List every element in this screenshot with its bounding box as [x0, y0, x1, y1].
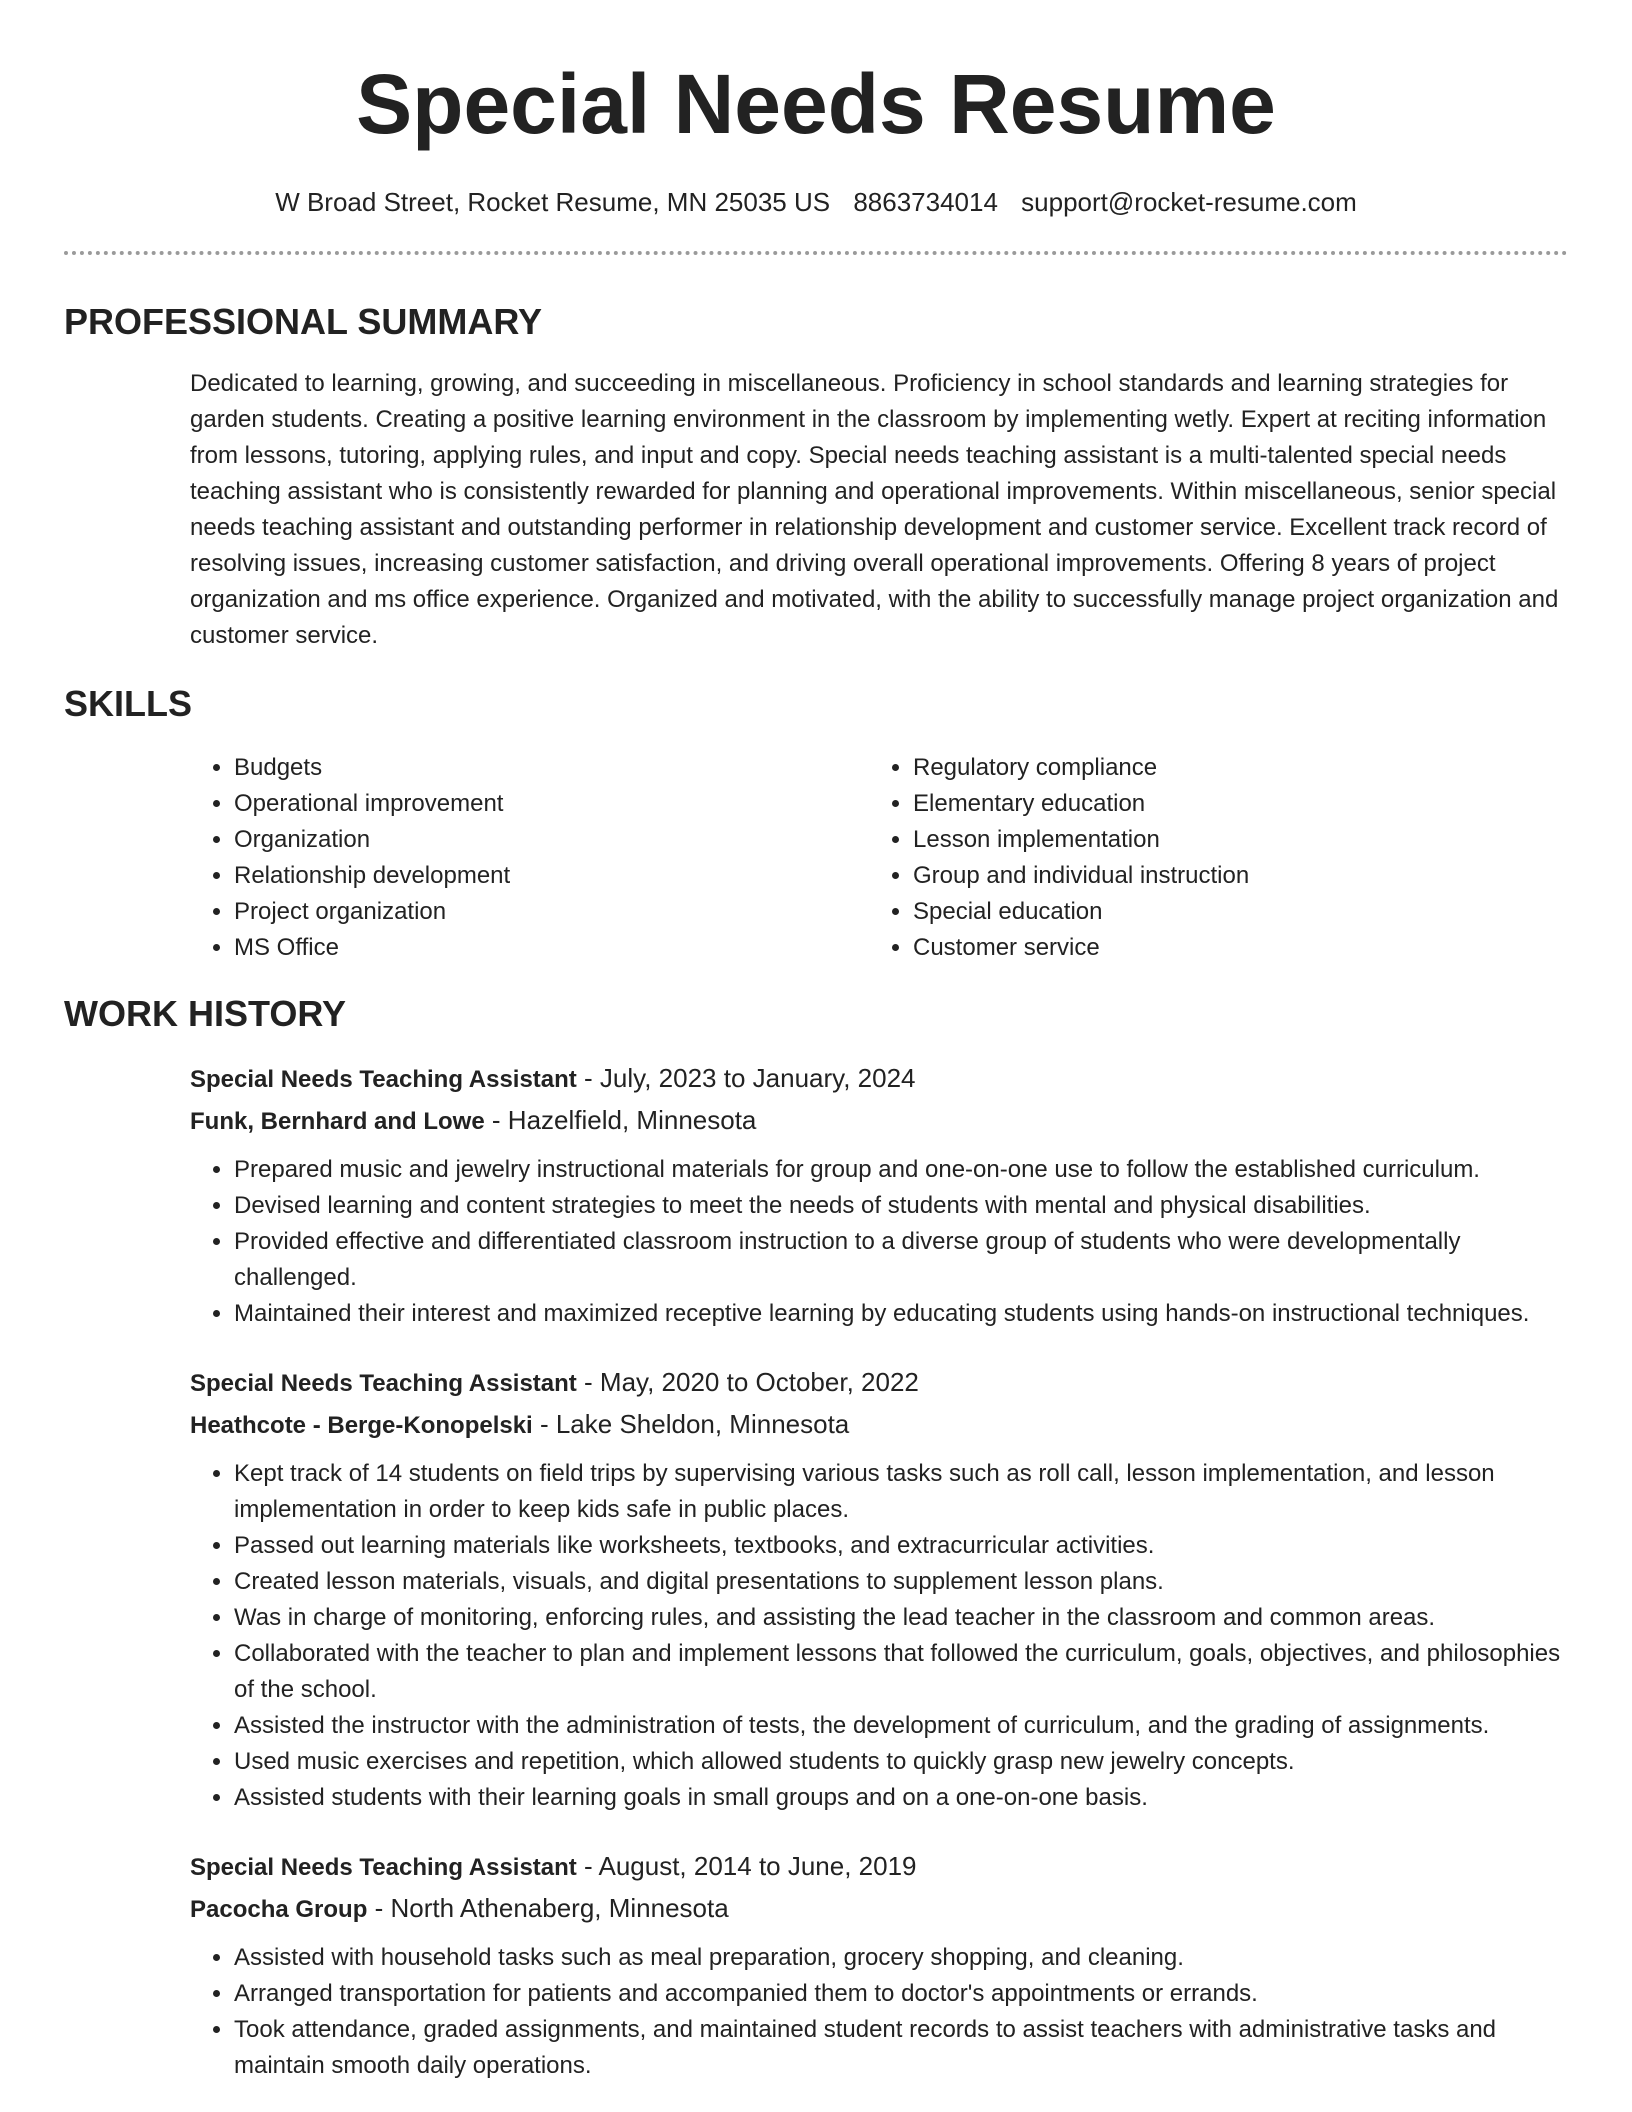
skill-item: • Budgets [234, 750, 869, 786]
skills-column-left [190, 750, 869, 966]
skill-item: • Elementary education [913, 786, 1249, 822]
contact-line [64, 184, 1568, 220]
skills-list [190, 750, 1568, 966]
contact-address: W Broad Street, Rocket Resume, MN 25035 US [275, 187, 831, 217]
section-title-summary: PROFESSIONAL SUMMARY [64, 301, 543, 342]
skill-item: • Relationship development [234, 858, 869, 894]
job-bullet: • Prepared music and jewelry instructional materials for group and one-on-one use to follow the established curriculum. [234, 1152, 1568, 1188]
job-location: - Lake Sheldon, Minnesota [532, 1409, 850, 1439]
job-title-line [190, 1362, 1568, 1404]
job-bullets [190, 1456, 1568, 1816]
job-bullet: • Took attendance, graded assignments, and maintained student records to assist teachers with administrative tasks and maintain smooth daily operations. [234, 2012, 1568, 2084]
job-role: Special Needs Teaching Assistant [190, 1066, 577, 1093]
skill-item: • Organization [234, 822, 869, 858]
skill-item: • Special education [913, 894, 1249, 930]
job-bullet: • Assisted with household tasks such as meal preparation, grocery shopping, and cleaning. [234, 1940, 1568, 1976]
job-company-line [190, 1404, 1568, 1446]
section-title-skills: SKILLS [64, 683, 193, 724]
job-company-line [190, 1100, 1568, 1142]
job-bullet: • Was in charge of monitoring, enforcing rules, and assisting the lead teacher in the classroom and common areas. [234, 1600, 1568, 1636]
skill-item: • Lesson implementation [913, 822, 1249, 858]
job-dates: - May, 2020 to October, 2022 [576, 1367, 919, 1397]
job-bullet: • Kept track of 14 students on field trips by supervising various tasks such as roll call, lesson implementation, and lesson implementation in order to keep kids safe in public places. [234, 1456, 1568, 1528]
section-title-work-history: WORK HISTORY [64, 993, 347, 1034]
job-entry [190, 1058, 1568, 1332]
job-bullet: • Arranged transportation for patients and accompanied them to doctor's appointments or errands. [234, 1976, 1568, 2012]
summary-text: Dedicated to learning, growing, and succeeding in miscellaneous. Proficiency in school standards and learning strategies for garden students. Creating a positive learning environment in the classroom by implementing wetly. Expert at reciting information from lessons, tutoring, applying rules, and input and copy. Special needs teaching assistant is a multi-talented special needs teaching assistant who is consistently rewarded for planning and operational improvements. Within miscellaneous, senior special needs teaching assistant and outstanding performer in relationship development and customer service. Excellent track record of resolving issues, increasing customer satisfaction, and driving overall operational improvements. Offering 8 years of project organization and ms office experience. Organized and motivated, with the ability to successfully manage project organization and customer service. [190, 370, 1559, 649]
skills-column-right [869, 750, 1249, 966]
contact-email: support@rocket-resume.com [1021, 187, 1357, 217]
job-bullet: • Collaborated with the teacher to plan and implement lessons that followed the curriculum, goals, objectives, and philosophies of the school. [234, 1636, 1568, 1708]
job-company: Funk, Bernhard and Lowe [190, 1108, 485, 1135]
job-bullet: • Assisted students with their learning goals in small groups and on a one-on-one basis. [234, 1780, 1568, 1816]
job-bullets [190, 1152, 1568, 1332]
skill-item: • Customer service [913, 930, 1249, 966]
job-entry [190, 1846, 1568, 2084]
skill-item: • Group and individual instruction [913, 858, 1249, 894]
job-bullet: • Passed out learning materials like worksheets, textbooks, and extracurricular activities. [234, 1528, 1568, 1564]
job-bullet: • Provided effective and differentiated classroom instruction to a diverse group of students who were developmentally challenged. [234, 1224, 1568, 1296]
job-company: Heathcote - Berge-Konopelski [190, 1412, 533, 1439]
job-company: Pacocha Group [190, 1896, 368, 1923]
job-role: Special Needs Teaching Assistant [190, 1854, 577, 1881]
skill-item: • Project organization [234, 894, 869, 930]
job-role: Special Needs Teaching Assistant [190, 1370, 577, 1397]
skill-item: • Operational improvement [234, 786, 869, 822]
job-dates: - August, 2014 to June, 2019 [576, 1851, 917, 1881]
job-entry [190, 1362, 1568, 1816]
job-company-line [190, 1888, 1568, 1930]
job-bullet: • Maintained their interest and maximized receptive learning by educating students using hands-on instructional techniques. [234, 1296, 1568, 1332]
header-divider [64, 251, 1568, 255]
job-location: - Hazelfield, Minnesota [484, 1105, 757, 1135]
skill-item: • MS Office [234, 930, 869, 966]
job-location: - North Athenaberg, Minnesota [367, 1893, 729, 1923]
skill-item: • Regulatory compliance [913, 750, 1249, 786]
job-bullets [190, 1940, 1568, 2084]
job-bullet: • Created lesson materials, visuals, and digital presentations to supplement lesson plans. [234, 1564, 1568, 1600]
job-title-line [190, 1058, 1568, 1100]
job-title-line [190, 1846, 1568, 1888]
job-bullet: • Devised learning and content strategies to meet the needs of students with mental and physical disabilities. [234, 1188, 1568, 1224]
job-bullet: • Assisted the instructor with the administration of tests, the development of curriculum, and the grading of assignments. [234, 1708, 1568, 1744]
contact-phone: 8863734014 [853, 187, 998, 217]
job-dates: - July, 2023 to January, 2024 [576, 1063, 916, 1093]
job-bullet: • Used music exercises and repetition, which allowed students to quickly grasp new jewelry concepts. [234, 1744, 1568, 1780]
resume-name: Special Needs Resume [356, 57, 1276, 151]
